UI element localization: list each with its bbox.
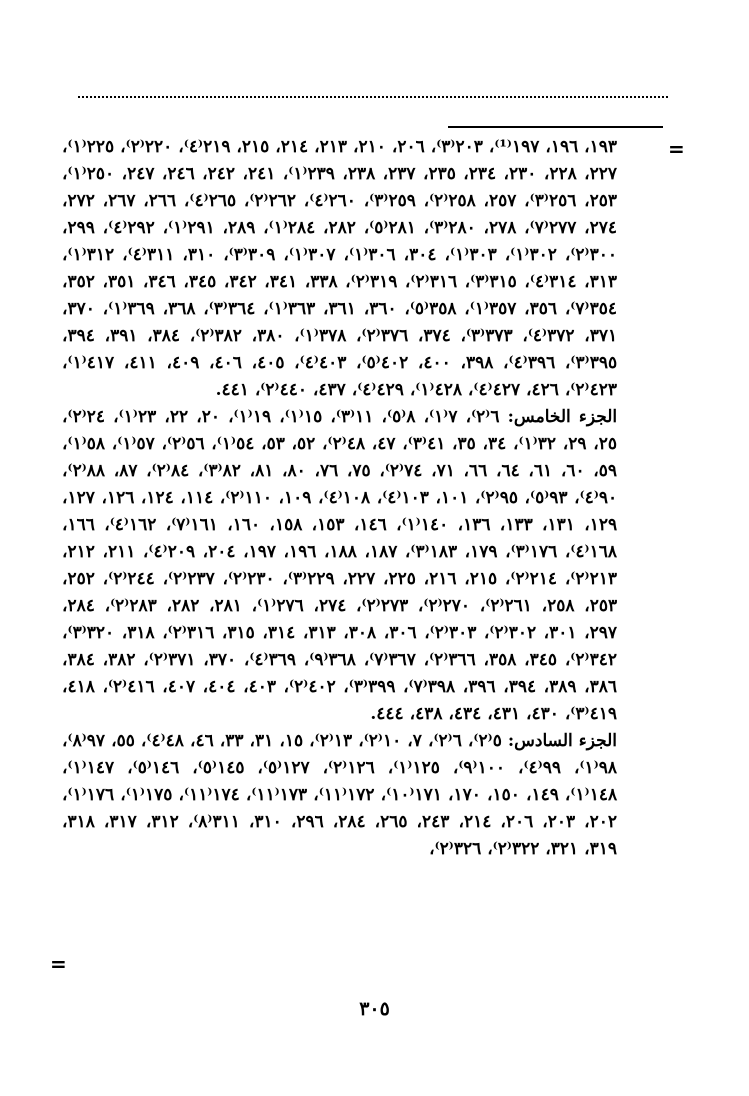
paragraph-label: الجزء الخامس: bbox=[507, 407, 618, 427]
header-rule bbox=[448, 126, 663, 128]
paragraph-text: ٥⁽٢⁾، ٦⁽٢⁾، ٧، ١٠⁽٢⁾، ١٣⁽٢⁾، ١٥، ٣١، ٣٣، ٤٦، ٤٨⁽٤⁾، ٥٥، ٩٧⁽٨⁾، ٩٨⁽١⁾، ٩٩⁽٤⁾، ١٠٠⁽٩⁾، ١٢٥⁽١⁾، ١٢٦⁽٢⁾، ١٢٧⁽٥⁾، ١٤٥⁽٥⁾، ١٤٦⁽٥⁾، ١٤٧⁽١⁾، ١٤٨⁽١⁾، ١٤٩، ١٥٠، ١٧٠، ١٧١⁽١٠⁾، ١٧٢⁽١١⁾، ١٧٣⁽١١⁾، ١٧٤⁽١١⁾، ١٧٥⁽١⁾، ١٧٦⁽١⁾، ٢٠٢، ٢٠٣، ٢٠٦، ٢١٤، ٢٤٣، ٢٦٥، ٢٨٤، ٢٩٦، ٣١٠، ٣١١⁽٨⁾، ٣١٢، ٣١٧، ٣١٨، ٣١٩، ٣٢١، ٣٢٢⁽٢⁾، ٣٢٦⁽٢⁾، bbox=[62, 731, 618, 859]
paragraph-text: ١٩٣، ١٩٦، ١٩٧⁽¹⁾، ٢٠٣⁽٣⁾، ٢٠٦، ٢١٠، ٢١٣، ٢١٤، ٢١٥، ٢١٩⁽٤⁾، ٢٢٠⁽٢⁾، ٢٢٥⁽١⁾، ٢٢٧، ٢٢٨، ٢٣٠، ٢٣٤، ٢٣٥، ٢٣٧، ٢٣٨، ٢٣٩⁽١⁾، ٢٤١، ٢٤٢، ٢٤٦، ٢٤٧، ٢٥٠⁽١⁾، ٢٥٣، ٢٥٦⁽٣⁾، ٢٥٧، ٢٥٨⁽٢⁾، ٢٥٩⁽٣⁾، ٢٦٠⁽٤⁾، ٢٦٢⁽٢⁾، ٢٦٥⁽٤⁾، ٢٦٦، ٢٦٧، ٢٧٢، ٢٧٤، ٢٧٧⁽٧⁾، ٢٧٨، ٢٨٠⁽٣⁾، ٢٨١⁽٥⁾، ٢٨٢، ٢٨٤⁽١⁾، ٢٨٩، ٢٩١⁽١⁾، ٢٩٢⁽٤⁾، ٢٩٩، ٣٠٠⁽٢⁾، ٣٠٢⁽١⁾، ٣٠٣⁽١⁾، ٣٠٤، ٣٠٦⁽١⁾، ٣٠٧⁽١⁾، ٣٠٩⁽٣⁾، ٣١٠، ٣١١⁽٤⁾، ٣١٢⁽١⁾، ٣١٣، ٣١٤⁽٤⁾، ٣١٥⁽٣⁾، ٣١٦⁽٢⁾، ٣١٩⁽٢⁾، ٣٣٨، ٣٤١، ٣٤٢، ٣٤٥، ٣٤٦، ٣٥١، ٣٥٢، ٣٥٤⁽٧⁾، ٣٥٦، ٣٥٧⁽١⁾، ٣٥٨⁽٥⁾، ٣٦٠، ٣٦١، ٣٦٣⁽١⁾، ٣٦٤⁽٣⁾، ٣٦٨، ٣٦٩⁽١⁾، ٣٧٠، ٣٧١، ٣٧٢⁽٤⁾، ٣٧٣⁽٣⁾، ٣٧٤، ٣٧٦⁽٢⁾، ٣٧٨⁽١⁾، ٣٨٠، ٣٨٢⁽٢⁾، ٣٨٤، ٣٩١، ٣٩٤، ٣٩٥⁽٣⁾، ٣٩٦⁽٤⁾، ٣٩٨، ٤٠٠، ٤٠٢⁽٥⁾، ٤٠٣⁽٤⁾، ٤٠٥، ٤٠٦، ٤٠٩، ٤١١، ٤١٧⁽١⁾، ٤٢٣⁽٢⁾، ٤٢٦، ٤٢٧⁽٤⁾، ٤٢٨⁽١⁾، ٤٢٩⁽٤⁾، ٤٣٧، ٤٤٠⁽٢⁾، ٤٤١. bbox=[62, 137, 618, 400]
continuation-marker-top: = bbox=[668, 137, 685, 161]
page-number: ٣٠٥ bbox=[359, 998, 390, 1020]
index-body bbox=[62, 134, 617, 863]
index-paragraph-part-five bbox=[62, 404, 617, 728]
index-paragraph-continued bbox=[62, 134, 617, 404]
paragraph-text: ٦⁽٢⁾، ٧⁽١⁾، ٨⁽٥⁾، ١١⁽٣⁾، ١٥⁽١⁾، ١٩⁽١⁾، ٢٠، ٢٢، ٢٣⁽١⁾، ٢٤⁽٢⁾، ٢٥، ٢٩، ٣٢⁽١⁾، ٣٤، ٣٥، ٤١⁽٣⁾، ٤٧، ٤٨⁽٢⁾، ٥٢، ٥٣، ٥٤⁽١⁾، ٥٦⁽٢⁾، ٥٧⁽١⁾، ٥٨⁽١⁾، ٥٩، ٦٠، ٦١، ٦٤، ٦٦، ٧١، ٧٤⁽٢⁾، ٧٥، ٧٦، ٨٠، ٨١، ٨٢⁽٣⁾، ٨٤⁽٢⁾، ٨٧، ٨٨⁽٢⁾، ٩٠⁽٤⁾، ٩٣⁽٥⁾، ٩٥⁽٢⁾، ١٠١، ١٠٣⁽٤⁾، ١٠٨⁽٤⁾، ١٠٩، ١١٠⁽٢⁾، ١١٤، ١٢٤، ١٢٦، ١٢٧، ١٢٩، ١٣١، ١٣٣، ١٣٦، ١٤٠⁽١⁾، ١٤٦، ١٥٣، ١٥٨، ١٦٠، ١٦١⁽٧⁾، ١٦٢⁽٤⁾، ١٦٦، ١٦٨⁽٤⁾، ١٧٦⁽٣⁾، ١٧٩، ١٨٣⁽٣⁾، ١٨٧، ١٨٨، ١٩٦، ١٩٧، ٢٠٤، ٢٠٩⁽٤⁾، ٢١١، ٢١٢، ٢١٣⁽٢⁾، ٢١٤⁽٢⁾، ٢١٥، ٢١٦، ٢٢٥، ٢٢٧، ٢٢٩⁽٣⁾، ٢٣٠⁽٢⁾، ٢٣٧⁽٢⁾، ٢٤٤⁽٢⁾، ٢٥٢، ٢٥٣، ٢٥٨، ٢٦١⁽٢⁾، ٢٧٠⁽٢⁾، ٢٧٣⁽٢⁾، ٢٧٤، ٢٧٦⁽١⁾، ٢٨١، ٢٨٢، ٢٨٣⁽٢⁾، ٢٨٤، ٢٩٧، ٣٠١، ٣٠٢⁽٢⁾، ٣٠٣⁽٢⁾، ٣٠٦، ٣٠٨، ٣١٣، ٣١٤، ٣١٥، ٣١٦⁽٢⁾، ٣١٨، ٣٢٠⁽٣⁾، ٣٤٢⁽٢⁾، ٣٤٥، ٣٥٨، ٣٦٦⁽٢⁾، ٣٦٧⁽٧⁾، ٣٦٨⁽٩⁾، ٣٦٩⁽٤⁾، ٣٧٠، ٣٧١⁽٢⁾، ٣٨٢، ٣٨٤، ٣٨٦، ٣٨٩، ٣٩٤، ٣٩٦، ٣٩٨⁽٧⁾، ٣٩٩⁽٣⁾، ٤٠٢⁽٢⁾، ٤٠٣، ٤٠٤، ٤٠٧، ٤١٦⁽٢⁾، ٤١٨، ٤١٩⁽٣⁾، ٤٣٠، ٤٣١، ٤٣٤، ٤٣٨، ٤٤٤. bbox=[62, 407, 618, 724]
dotted-separator bbox=[78, 96, 668, 98]
continuation-marker-bottom: = bbox=[50, 952, 67, 976]
index-paragraph-part-six bbox=[62, 728, 617, 863]
paragraph-label: الجزء السادس: bbox=[507, 731, 618, 751]
